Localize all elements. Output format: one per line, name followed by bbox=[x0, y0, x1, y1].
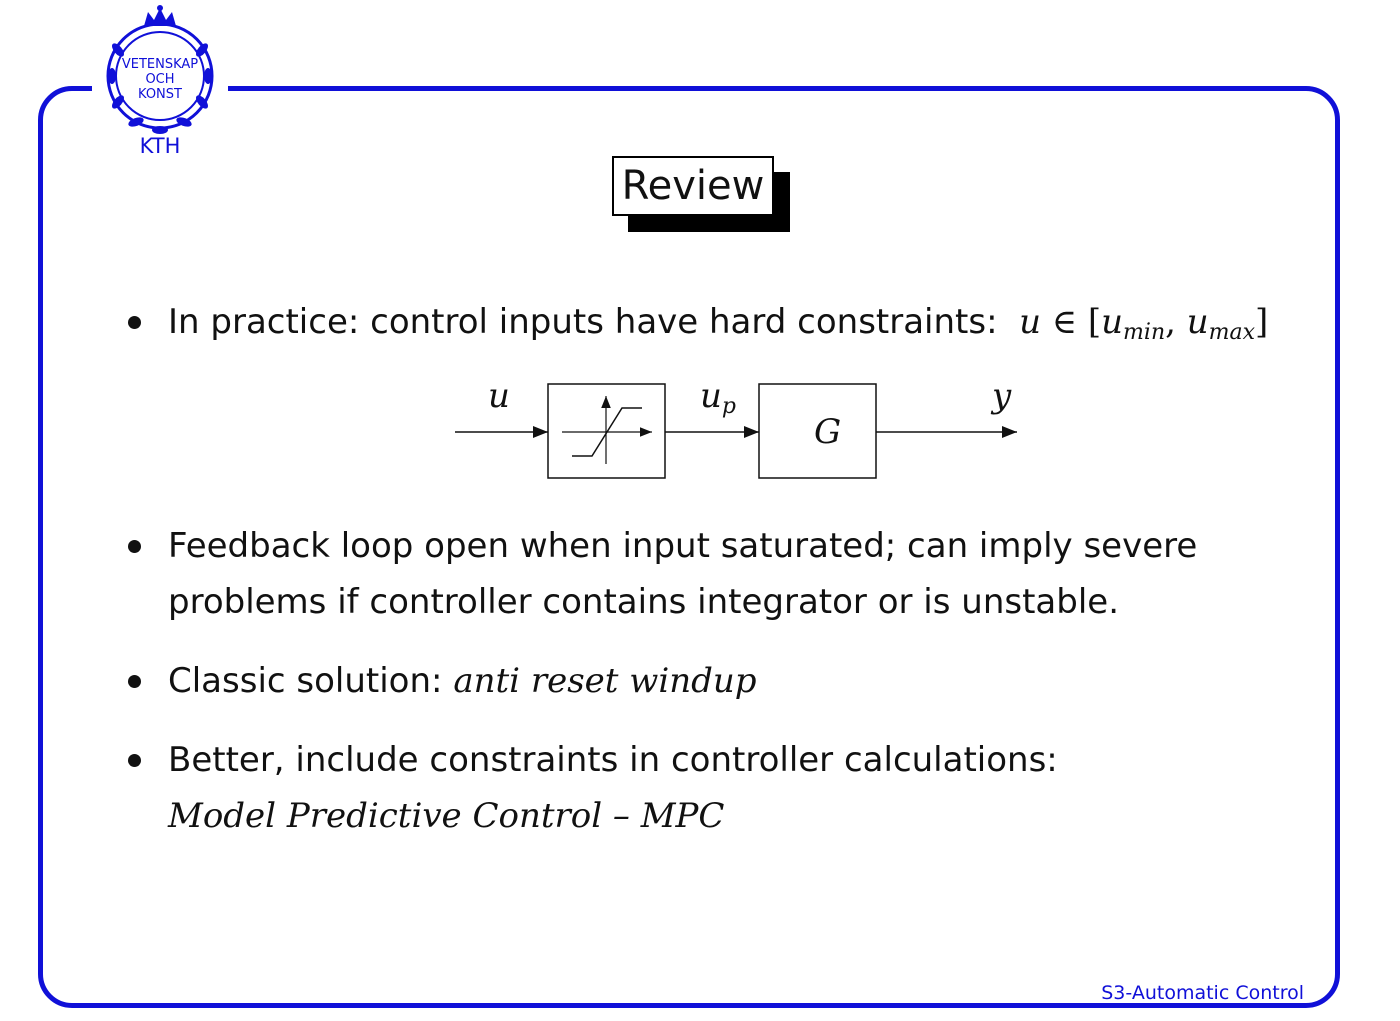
diagram-lines bbox=[450, 372, 1030, 488]
constraint-formula: u ∈ [$u_{min}$, $u_{max}$] bbox=[1019, 302, 1269, 345]
saturated-input-label: $u_p$ bbox=[700, 376, 736, 419]
plant-label: G bbox=[814, 412, 842, 452]
bullet-3 bbox=[128, 653, 1308, 709]
bullet-2-line2: problems if controller contains integrator or is unstable. bbox=[168, 582, 1120, 622]
input-label: u bbox=[488, 376, 510, 416]
block-diagram bbox=[450, 372, 1030, 488]
bullet-dot bbox=[128, 540, 141, 553]
bullet-3-emphasis: anti reset windup bbox=[453, 661, 757, 701]
kth-logo bbox=[98, 4, 222, 164]
bullet-1 bbox=[128, 294, 1308, 361]
logo-line2: OCH bbox=[145, 72, 175, 87]
bullet-3-text: Classic solution: bbox=[168, 661, 443, 701]
bullet-4 bbox=[128, 732, 1308, 844]
logo-name: KTH bbox=[139, 134, 181, 158]
bullet-dot bbox=[128, 316, 141, 329]
bullet-2 bbox=[128, 518, 1308, 630]
kth-seal-icon bbox=[98, 4, 222, 138]
slide-title bbox=[612, 156, 790, 232]
logo-line1: VETENSKAP bbox=[121, 57, 199, 72]
bullet-dot bbox=[128, 754, 141, 767]
output-label: y bbox=[992, 376, 1012, 416]
bullet-4-emphasis: Model Predictive Control – MPC bbox=[168, 796, 725, 836]
bullet-4-line1: Better, include constraints in controller calculations: bbox=[168, 740, 1058, 780]
bullet-dot bbox=[128, 675, 141, 688]
logo-line3: KONST bbox=[138, 87, 182, 102]
bullet-2-line1: Feedback loop open when input saturated; can imply severe bbox=[168, 526, 1198, 566]
footer-label: S3-Automatic Control bbox=[1101, 982, 1304, 1004]
bullet-1-text: In practice: control inputs have hard constraints: bbox=[168, 302, 998, 342]
title-text: Review bbox=[612, 156, 774, 216]
